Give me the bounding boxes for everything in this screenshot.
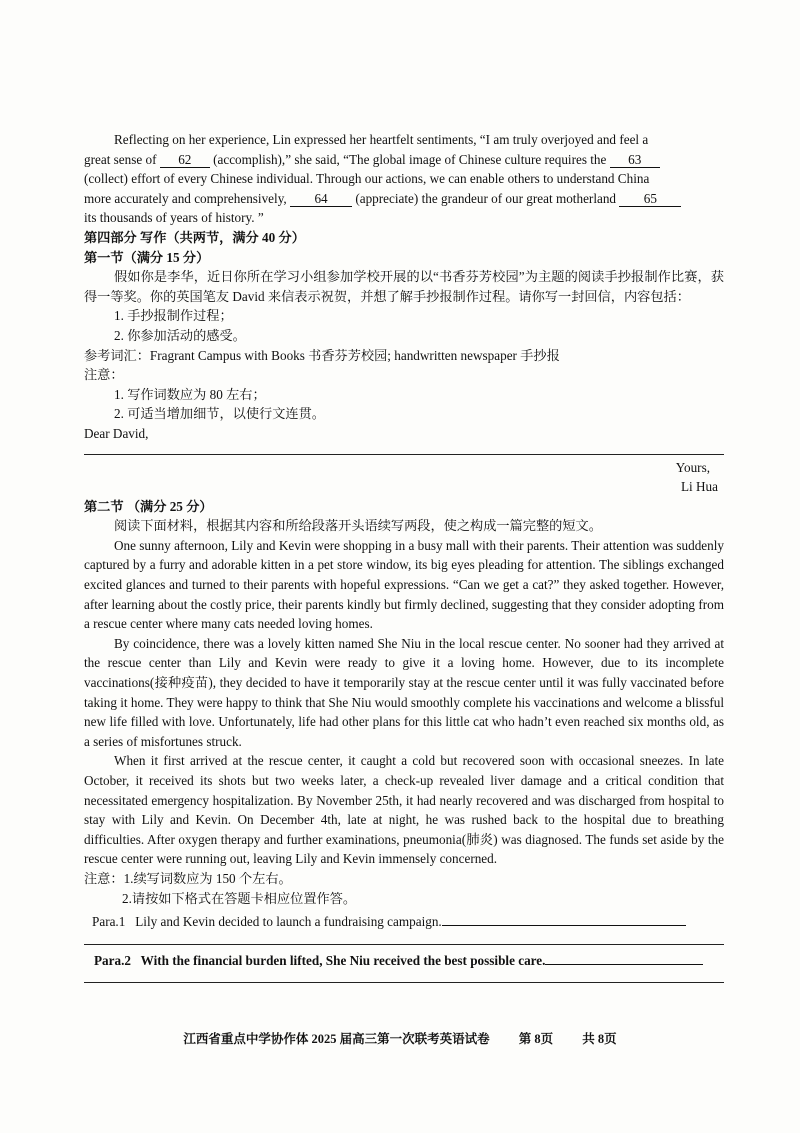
page-number: 第 8页 [518,1032,554,1046]
para1-answer-blank[interactable] [442,913,686,926]
closing: Yours, [675,459,710,475]
para1-label: Para.1 [92,914,126,930]
story-paragraph-1: One sunny afternoon, Lily and Kevin were shopping in a busy mall with their parents. Their attention was suddenly captured by a furry and adorable kitten in a pet store window, its big eyes pleading for attention. The siblings exchanged excited glances and turned to their parents with hopeful expressions. “Can we get a cat?” they asked together. However, after learning about the costly price, their parents kindly but firmly declined, suggesting that they consider adopting from a rescue center where many cats needed loving homes. [84,537,724,632]
passage-line: its thousands of years of history. ” [84,210,264,226]
signature: Li Hua [681,479,718,495]
section-one-title: 第一节（满分 15 分） [84,249,210,265]
answer-line[interactable] [84,972,724,983]
story-paragraph-2: By coincidence, there was a lovely kitten named She Niu in the local rescue center. No sooner had they arrived at the rescue center than Lily and Kevin were ready to give it a loving home. However, due to its incomplete vaccinations(接种疫苗), they decided to have it temporarily stay at the rescue center until it was fully vaccinated before taking it home. They were happy to think that She Niu would smoothly complete his vaccinations and welcome a blissful new life filled with love. Unfortunately, life had other plans for this little cat who hadn’t even reached six months old, as a series of misfortunes struck. [84,635,724,749]
vocabulary-reference: 参考词汇：Fragrant Campus with Books 书香芬芳校园; handwritten newspaper 手抄报 [84,347,560,363]
note-1: 1. 写作词数应为 80 左右； [114,386,266,402]
exam-page [84,130,724,983]
section-two-note-1 [84,869,724,889]
para2-answer-blank[interactable] [545,952,703,965]
blank-62[interactable]: 62 [160,152,210,168]
passage-line [84,189,724,209]
passage-line: (collect) effort of every Chinese individual. Through our actions, we can enable others to understand China [84,171,650,187]
exam-title: 江西省重点中学协作体 2025 届高三第一次联考英语试卷 [183,1032,490,1046]
para2-label: Para.2 [94,952,131,968]
passage-line: Reflecting on her experience, Lin expressed her heartfelt sentiments, “I am truly overjoyed and feel a [114,132,649,147]
passage-ending [84,130,724,228]
section-one-prompt: 假如你是李华，近日你所在学习小组参加学校开展的以“书香芬芳校园”为主题的阅读手抄报制作比赛，获得一等奖。你的英国笔友 David 来信表示祝贺，并想了解手抄报制作过程。请你写一封回信，内容包括： [84,269,724,304]
para2-prompt [84,951,724,971]
note-text: 1.续写词数应为 150 个左右。 [123,870,292,886]
para1-opening: Lily and Kevin decided to launch a fundraising campaign. [135,914,442,930]
blank-64[interactable]: 64 [290,191,352,207]
passage-text: great sense of [84,151,157,167]
answer-line[interactable] [84,934,724,945]
story-paragraph-3: When it first arrived at the rescue center, it caught a cold but recovered soon with occasional sneezes. In late October, it received its shots but two weeks later, a check-up revealed liver damage and a critical condition that necessitated emergency hospitalization. By November 25th, it had nearly recovered and was discharged from hospital to stay with Lily and Kevin. On December 4th, late at night, he was rushed back to the hospital due to breathing difficulties. After oxygen therapy and further examinations, pneumonia(肺炎) was diagnosed. The funds set aside by the rescue center were running out, leaving Lily and Kevin immensely concerned. [84,753,724,867]
page-total: 共 8页 [582,1032,617,1046]
content-item-1: 1. 手抄报制作过程； [114,308,233,324]
blank-65[interactable]: 65 [619,191,681,207]
para1-prompt [84,912,724,932]
salutation: Dear David, [84,425,149,441]
passage-line [84,150,724,170]
note-label: 注意： [84,870,124,886]
section-two-note-2: 2.请按如下格式在答题卡相应位置作答。 [122,890,357,906]
content-item-2: 2. 你参加活动的感受。 [114,327,246,343]
blank-63[interactable]: 63 [610,152,660,168]
passage-text: (accomplish),” she said, “The global image of Chinese culture requires the [213,151,607,167]
para2-opening: With the financial burden lifted, She Niu received the best possible care. [140,952,546,968]
part-four-title: 第四部分 写作（共两节，满分 40 分） [84,229,305,245]
answer-line[interactable] [84,444,724,455]
passage-text: (appreciate) the grandeur of our great motherland [355,190,617,206]
section-two-instruction: 阅读下面材料，根据其内容和所给段落开头语续写两段，使之构成一篇完整的短文。 [114,518,602,534]
page-footer [0,1029,800,1047]
note-2: 2. 可适当增加细节，以使行文连贯。 [114,406,325,422]
passage-text: more accurately and comprehensively, [84,190,287,206]
section-two-title: 第二节 （满分 25 分） [84,498,213,514]
notes-label: 注意： [84,367,124,383]
